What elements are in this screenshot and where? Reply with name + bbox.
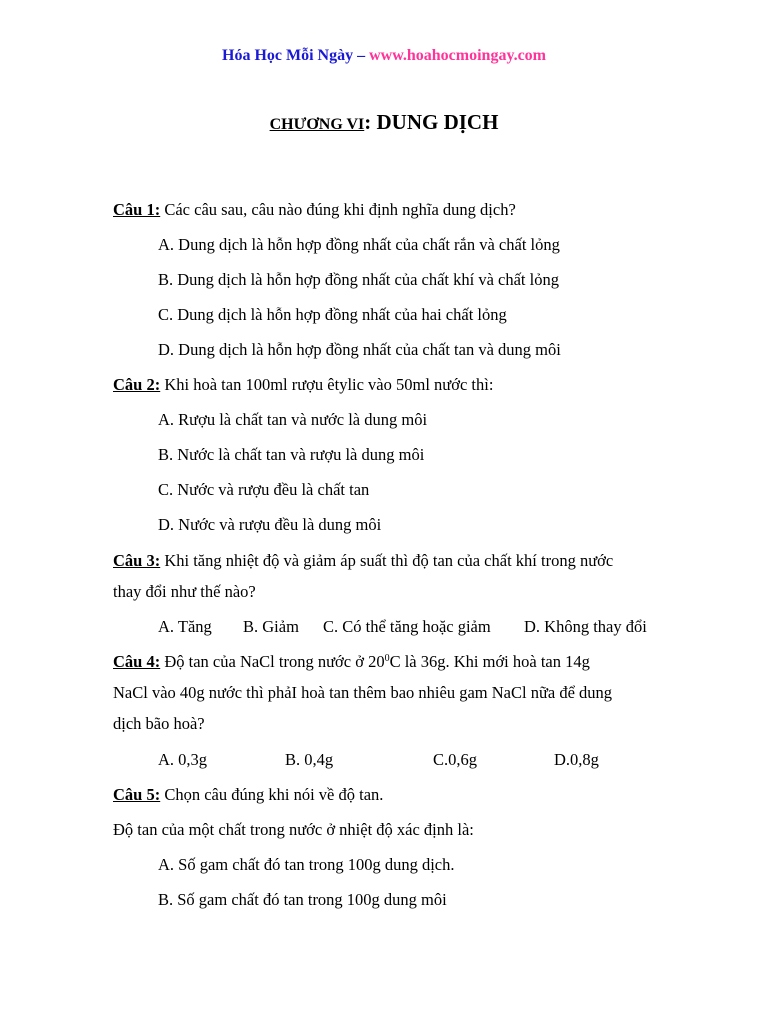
option-5b: B. Số gam chất đó tan trong 100g dung môi	[158, 890, 447, 909]
question-text: Khi tăng nhiệt độ và giảm áp suất thì độ tan của chất khí trong nước	[160, 551, 614, 570]
option-3b: B. Giảm	[243, 617, 299, 636]
option-1b: B. Dung dịch là hỗn hợp đồng nhất của chất khí và chất lỏng	[158, 270, 559, 289]
option-1c: C. Dung dịch là hỗn hợp đồng nhất của hai chất lỏng	[158, 305, 507, 324]
question-3	[113, 551, 613, 571]
option-2b: B. Nước là chất tan và rượu là dung môi	[158, 445, 425, 464]
option-1d: D. Dung dịch là hỗn hợp đồng nhất của chất tan và dung môi	[158, 340, 561, 359]
question-text: Khi hoà tan 100ml rượu êtylic vào 50ml nước thì:	[160, 375, 494, 394]
question-5	[113, 785, 383, 805]
question-text: Các câu sau, câu nào đúng khi định nghĩa dung dịch?	[160, 200, 516, 219]
site-url-link[interactable]: www.hoahocmoingay.com	[369, 47, 546, 64]
question-4-line-2: NaCl vào 40g nước thì phảI hoà tan thêm bao nhiêu gam NaCl nữa để dung	[113, 683, 613, 702]
option-3d: D. Không thay đổi	[524, 617, 647, 636]
question-1	[113, 200, 516, 220]
option-2d: D. Nước và rượu đều là dung môi	[158, 515, 382, 534]
chapter-title: : DUNG DỊCH	[364, 110, 499, 134]
question-label: Câu 4:	[113, 652, 161, 671]
question-label: Câu 5:	[113, 785, 161, 804]
option-3a: A. Tăng	[158, 617, 212, 636]
question-4-line-3: dịch bão hoà?	[113, 714, 205, 733]
option-5a: A. Số gam chất đó tan trong 100g dung dịch.	[158, 855, 455, 874]
superscript: 0	[384, 653, 390, 664]
question-5-line-2: Độ tan của một chất trong nước ở nhiệt độ xác định là:	[113, 820, 474, 839]
chapter-heading	[0, 110, 768, 135]
option-1a: A. Dung dịch là hỗn hợp đồng nhất của chất rắn và chất lỏng	[158, 235, 560, 254]
question-text-a: Độ tan của NaCl trong nước ở 20	[160, 652, 385, 671]
question-text-b: C là 36g. Khi mới hoà tan 14g	[389, 652, 590, 671]
option-2c: C. Nước và rượu đều là chất tan	[158, 480, 370, 499]
option-4a: A. 0,3g	[158, 750, 208, 769]
question-label: Câu 2:	[113, 375, 161, 394]
page-header	[0, 47, 768, 65]
chapter-number: CHƯƠNG VI	[269, 116, 365, 133]
question-label: Câu 3:	[113, 551, 161, 570]
question-3-continued: thay đổi như thế nào?	[113, 582, 256, 601]
options-row-3	[0, 617, 768, 639]
question-2	[113, 375, 493, 395]
option-2a: A. Rượu là chất tan và nước là dung môi	[158, 410, 428, 429]
options-row-4	[0, 750, 768, 772]
option-4d: D.0,8g	[554, 750, 599, 769]
option-4b: B. 0,4g	[285, 750, 334, 769]
option-3c: C. Có thể tăng hoặc giảm	[323, 617, 491, 636]
question-text: Chọn câu đúng khi nói về độ tan.	[160, 785, 384, 804]
option-4c: C.0,6g	[433, 750, 478, 769]
site-name: Hóa Học Mỗi Ngày –	[222, 47, 370, 64]
question-label: Câu 1:	[113, 200, 161, 219]
question-4	[113, 652, 590, 672]
